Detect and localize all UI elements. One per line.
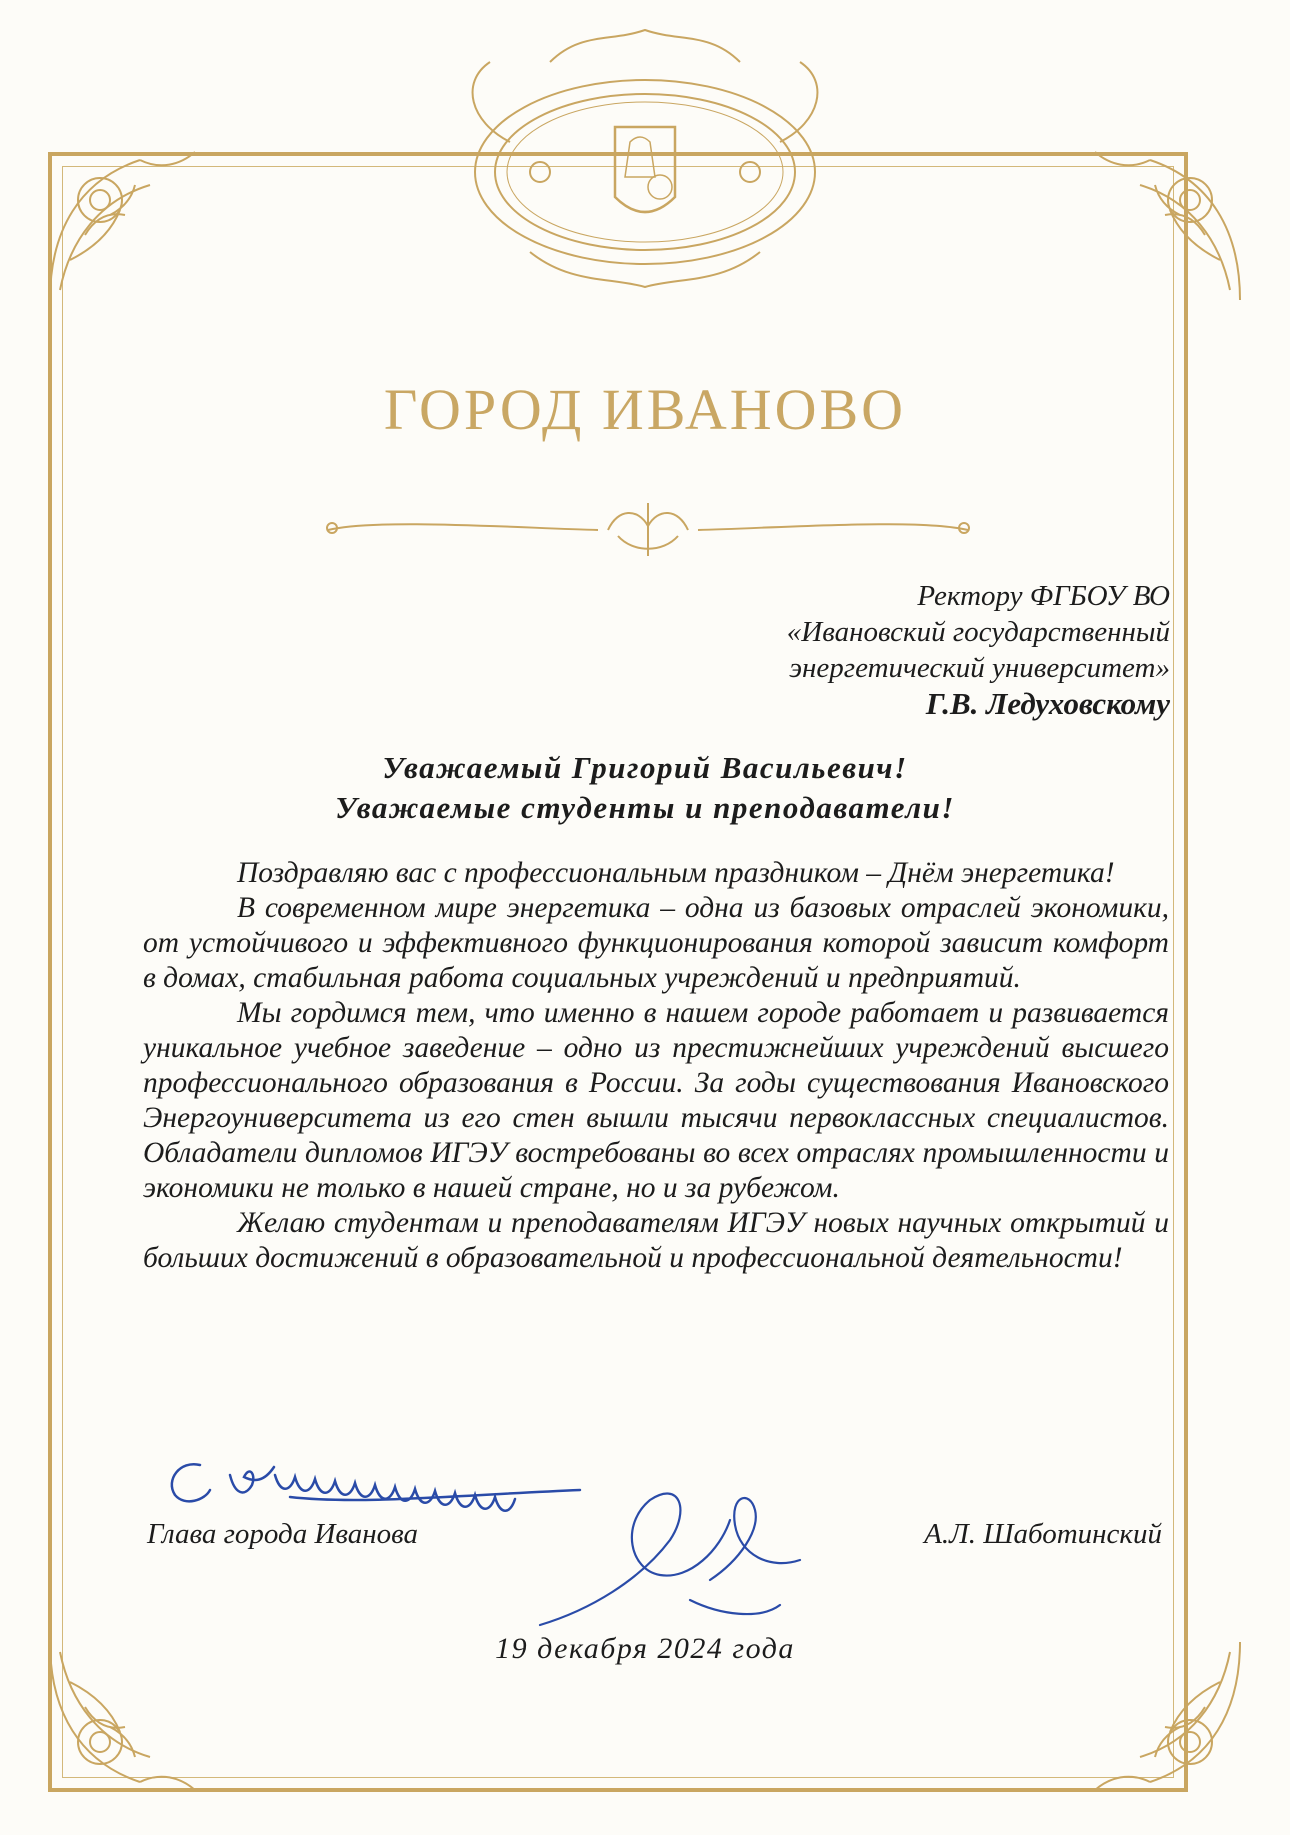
body-paragraph: Поздравляю вас с профессиональным праздником – Днём энергетика! — [237, 857, 1115, 889]
city-title: ГОРОД ИВАНОВО — [383, 377, 907, 442]
addressee-name: Г.В. Ледуховскому — [925, 686, 1170, 721]
greeting-line: Уважаемые студенты и преподаватели! — [335, 790, 955, 825]
body-paragraph: Желаю студентам и преподавателям ИГЭУ новых научных открытий и больших достижений в образовательной и профессиональной деятельности! — [143, 1207, 1169, 1274]
addressee-block — [787, 578, 1170, 722]
body-paragraph: Мы гордимся тем, что именно в нашем городе работает и развивается уникальное учебное заведение – одно из престижнейших учреждений высшего профессионального образования в России. За годы существования Ивановского Энергоуниверситета из его стен вышли тысячи первоклассных специалистов. Обладатели дипломов ИГЭУ востребованы во всех отраслях промышленности и экономики не только в нашей стране, но и за рубежом. — [143, 997, 1169, 1204]
letter-date: 19 декабря 2024 года — [495, 1632, 795, 1665]
greeting-line: Уважаемый Григорий Васильевич! — [382, 750, 908, 785]
coat-of-arms-icon — [430, 22, 860, 292]
addressee-line: «Ивановский государственный — [786, 616, 1170, 648]
signer-name: А.Л. Шаботинский — [924, 1518, 1162, 1550]
body-paragraph: В современном мире энергетика – одна из базовых отраслей экономики, от устойчивого и эффективного функционирования которой зависит комфорт в домах, стабильная работа социальных учреждений и предприятий. — [143, 892, 1169, 994]
addressee-line: Ректору ФГБОУ ВО — [917, 580, 1170, 612]
letter-body — [143, 856, 1169, 1276]
signature — [530, 1440, 810, 1640]
addressee-line: энергетический университет» — [789, 652, 1170, 684]
top-right-ornament — [1080, 140, 1250, 310]
top-left-ornament — [40, 140, 210, 310]
decorative-divider — [318, 498, 978, 558]
greeting — [0, 748, 1290, 828]
signer-position: Глава города Иванова — [147, 1518, 419, 1550]
